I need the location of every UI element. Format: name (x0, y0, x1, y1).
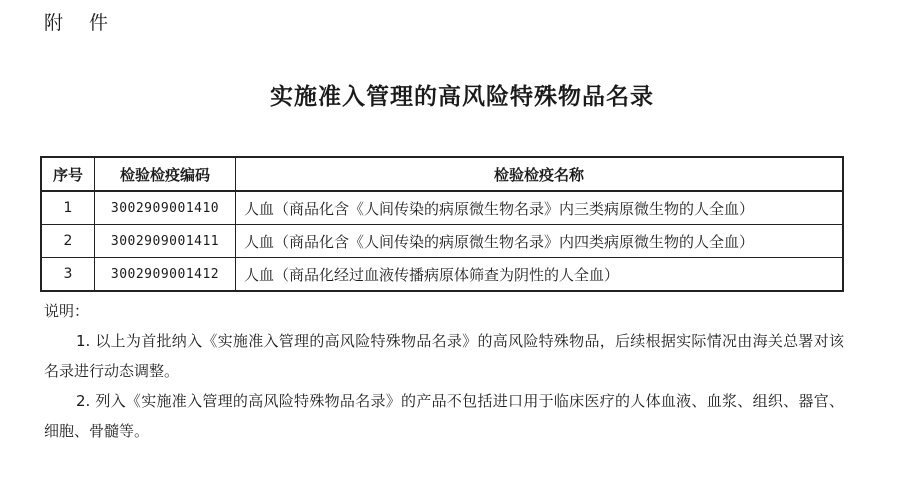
column-header-name: 检验检疫名称 (236, 157, 844, 191)
notes-label: 说明： (44, 302, 90, 320)
row-name: 人血（商品化含《人间传染的病原微生物名录》内三类病原微生物的人全血） (236, 191, 844, 225)
table-row (41, 258, 843, 292)
column-header-serial: 序号 (41, 157, 95, 191)
row-serial: 3 (41, 258, 95, 292)
special-goods-table (40, 156, 844, 292)
row-name: 人血（商品化含《人间传染的病原微生物名录》内四类病原微生物的人全血） (236, 225, 844, 258)
table-row (41, 225, 843, 258)
row-code: 3002909001410 (95, 191, 236, 225)
row-code: 3002909001411 (95, 225, 236, 258)
notes-section (44, 296, 844, 446)
document-title: 实施准入管理的高风险特殊物品名录 (270, 84, 654, 110)
note-item: 2. 列入《实施准入管理的高风险特殊物品名录》的产品不包括进口用于临床医疗的人体血液、血浆、组织、器官、细胞、骨髓等。 (44, 392, 844, 440)
note-item: 1. 以上为首批纳入《实施准入管理的高风险特殊物品名录》的高风险特殊物品，后续根据实际情况由海关总署对该名录进行动态调整。 (44, 332, 844, 380)
column-header-code: 检验检疫编码 (95, 157, 236, 191)
row-serial: 2 (41, 225, 95, 258)
attachment-label: 附件 (44, 12, 135, 34)
row-code: 3002909001412 (95, 258, 236, 292)
row-serial: 1 (41, 191, 95, 225)
table-header-row (41, 157, 843, 191)
row-name: 人血（商品化经过血液传播病原体筛查为阴性的人全血） (236, 258, 844, 292)
table-row (41, 191, 843, 225)
